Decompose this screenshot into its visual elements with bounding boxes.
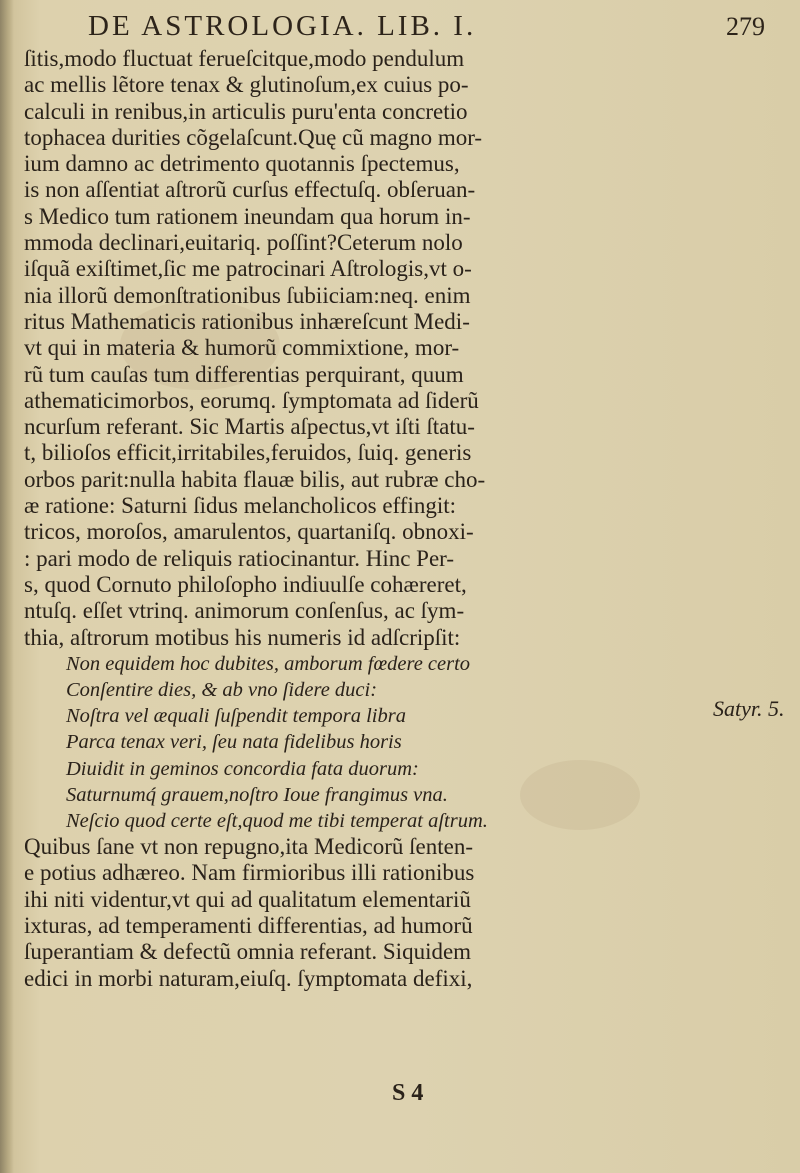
margin-note: Satyr. 5. bbox=[713, 696, 785, 721]
text-line: orbos parit:nulla habita flauæ bilis, aut rubræ cho- bbox=[24, 466, 486, 492]
text-line: is non aſſentiat aſtrorũ curſus effectuſq. obſeruan- bbox=[24, 177, 476, 203]
text-line: mmoda declinari,euitariq. poſſint?Ceterum nolo bbox=[24, 230, 463, 256]
running-title: DE ASTROLOGIA. LIB. I. bbox=[88, 10, 477, 42]
text-line: e potius adhæreo. Nam firmioribus illi rationibus bbox=[24, 860, 475, 886]
text-line: iſquã exiſtimet,ſic me patrocinari Aſtrologis,vt o- bbox=[24, 256, 472, 282]
text-line: ihi niti videntur,vt qui ad qualitatum elementariũ bbox=[24, 886, 471, 912]
text-line: ſuperantiam & defectũ omnia referant. Siquidem bbox=[24, 939, 472, 965]
text-line: : pari modo de reliquis ratiocinantur. Hinc Per- bbox=[24, 545, 455, 571]
verse-line: Noſtra vel æquali ſuſpendit tempora libra bbox=[66, 705, 406, 728]
text-line: ixturas, ad temperamenti differentias, ad humorũ bbox=[24, 913, 473, 939]
verse-quotation bbox=[24, 651, 724, 834]
text-line: nia illorũ demonſtrationibus ſubiiciam:neq. enim bbox=[24, 282, 471, 308]
text-line: rũ tum cauſas tum differentias perquirant, quum bbox=[24, 361, 464, 387]
verse-line: Diuidit in geminos concordia fata duorum: bbox=[66, 757, 419, 780]
text-line: ntuſq. eſſet vtrinq. animorum conſenſus, ac ſym- bbox=[24, 598, 465, 624]
verse-line: Parca tenax veri, ſeu nata fidelibus horis bbox=[66, 731, 402, 754]
text-line: tricos, moroſos, amarulentos, quartaniſq. obnoxi- bbox=[24, 519, 474, 545]
page-header bbox=[0, 6, 800, 46]
text-line: ac mellis lẽtore tenax & glutinoſum,ex cuius po- bbox=[24, 72, 469, 98]
text-line: thia, aſtrorum motibus his numeris id adſcripſit: bbox=[24, 624, 461, 650]
text-line: ritus Mathematicis rationibus inhæreſcunt Medi- bbox=[24, 308, 470, 334]
page-gutter bbox=[0, 0, 14, 1173]
text-line: æ ratione: Saturni ſidus melancholicos effingit: bbox=[24, 493, 457, 519]
verse-line: Non equidem hoc dubites, amborum fœdere certo bbox=[66, 652, 471, 675]
text-line: s, quod Cornuto philoſopho indiuulſe cohæreret, bbox=[24, 571, 467, 597]
text-line: t, bilioſos efficit,irritabiles,feruidos, ſuiq. generis bbox=[24, 440, 472, 466]
text-line: ſitis,modo fluctuat ferueſcitque,modo pendulum bbox=[24, 46, 465, 71]
text-line: vt qui in materia & humorũ commixtione, mor- bbox=[24, 335, 460, 361]
verse-line: Conſentire dies, & ab vno ſidere duci: bbox=[66, 679, 378, 702]
verse-line: Neſcio quod certe eſt,quod me tibi temperat aſtrum. bbox=[66, 809, 488, 832]
text-line: s Medico tum rationem ineundam qua horum in- bbox=[24, 203, 471, 229]
text-line: ncurſum referant. Sic Martis aſpectus,vt iſti ſtatu- bbox=[24, 414, 475, 440]
page-number: 279 bbox=[726, 12, 765, 41]
text-line: tophacea durities cõgelaſcunt.Quę cũ magno mor- bbox=[24, 124, 483, 150]
text-line: ium damno ac detrimento quotannis ſpectemus, bbox=[24, 151, 460, 177]
text-line: athematicimorbos, eorumq. ſymptomata ad ſiderũ bbox=[24, 387, 479, 413]
signature-mark: S 4 bbox=[392, 1080, 424, 1106]
text-line: Quibus ſane vt non repugno,ita Medicorũ ſenten- bbox=[24, 834, 474, 860]
text-line: edici in morbi naturam,eiuſq. ſymptomata defixi, bbox=[24, 965, 473, 991]
verse-line: Saturnumq́ grauem,noſtro Ioue frangimus vna. bbox=[66, 783, 448, 806]
main-text bbox=[24, 46, 724, 992]
text-line: calculi in renibus,in articulis puru'enta concretio bbox=[24, 98, 468, 124]
